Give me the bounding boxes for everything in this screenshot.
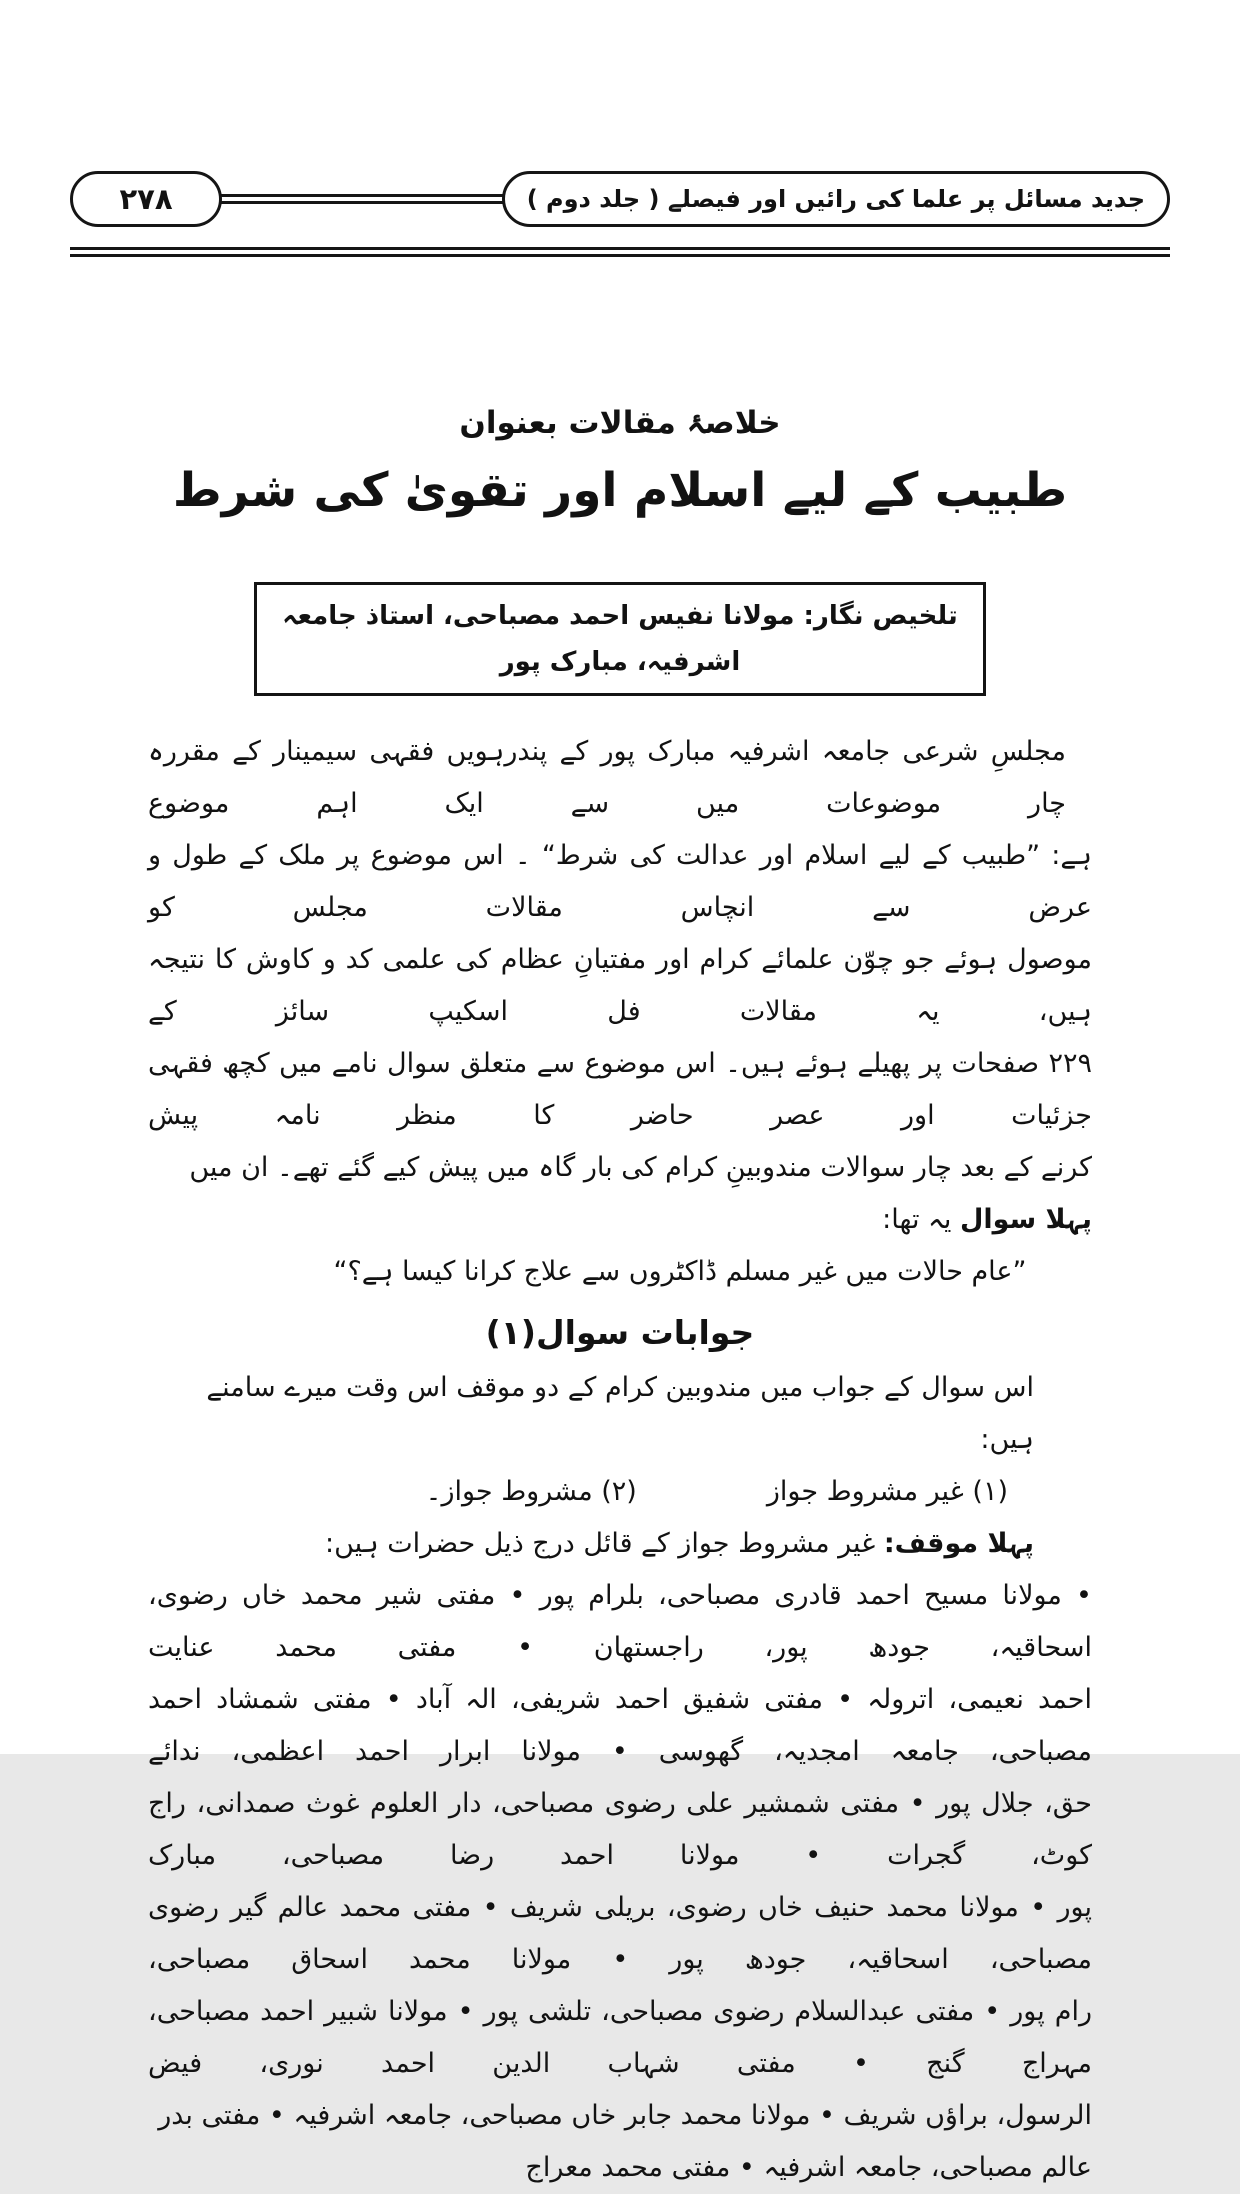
scholars-line-4: پور • مولانا محمد حنیف خاں رضوی، بریلی شریف • مفتی محمد عالم گیر رضوی مصباحی، اسحاقیہ، جودھ پور • مولانا محمد اسحاق مصباحی، [148, 1892, 1092, 1975]
header-double-rule [70, 247, 1170, 257]
intro-line-5 [148, 1142, 1092, 1246]
scholars-line-5: رام پور • مفتی عبدالسلام رضوی مصباحی، تلشی پور • مولانا شبیر احمد مصباحی، مہراج گنج • مفتی شہاب الدین احمد نوری، فیض [148, 1996, 1092, 2079]
answers-heading: جوابات سوال(۱) [485, 1313, 755, 1352]
first-question-emphasis: پہلا سوال [959, 1204, 1092, 1235]
page-number: ۲۷۸ [119, 182, 173, 216]
option-2: (۲) مشروط جواز۔ [425, 1476, 637, 1507]
answers-lead: اس سوال کے جواب میں مندوبین کرام کے دو موقف اس وقت میرے سامنے ہیں: [206, 1372, 1034, 1455]
quoted-question: ”عام حالات میں غیر مسلم ڈاکٹروں سے علاج کرانا کیسا ہے؟“ [333, 1256, 1027, 1287]
page-number-badge [70, 171, 222, 227]
first-position-text: غیر مشروط جواز کے قائل درج ذیل حضرات ہیں: [325, 1528, 884, 1559]
scholars-line-6: الرسول، براؤں شریف • مولانا محمد جابر خاں مصباحی، جامعہ اشرفیہ • مفتی بدر عالم مصباحی، جامعہ اشرفیہ • مفتی محمد معراج [158, 2100, 1092, 2183]
option-1: (۱) غیر مشروط جواز [766, 1476, 1008, 1507]
page-content [148, 400, 1092, 2194]
byline-box [254, 582, 986, 696]
chapter-title: طبیب کے لیے اسلام اور تقویٰ کی شرط [172, 463, 1068, 518]
intro-line-3: موصول ہوئے جو چوّن علمائے کرام اور مفتیانِ عظام کی علمی کد و کاوش کا نتیجہ ہیں، یہ مقالات فل اسکیپ سائز کے [148, 944, 1092, 1027]
header-rule-connector [218, 194, 506, 204]
chapter-kicker: خلاصۂ مقالات بعنوان [459, 405, 781, 441]
book-title: جدید مسائل پر علما کی رائیں اور فیصلے ( جلد دوم ) [526, 185, 1145, 213]
scholars-list [148, 1570, 1092, 2194]
intro-line-5-prefix: کرنے کے بعد چار سوالات مندوبینِ کرام کی بار گاہ میں پیش کیے گئے تھے۔ ان میں [189, 1152, 1092, 1183]
intro-line-5-suffix: یہ تھا: [882, 1204, 960, 1235]
scholars-line-1: • مولانا مسیح احمد قادری مصباحی، بلرام پور • مفتی شیر محمد خاں رضوی، اسحاقیہ، جودھ پور، راجستھان • مفتی محمد عنایت [148, 1580, 1092, 1663]
intro-line-1: مجلسِ شرعی جامعہ اشرفیہ مبارک پور کے پندرہویں فقہی سیمینار کے مقررہ چار موضوعات میں سے ایک اہم موضوع [148, 736, 1066, 819]
stance-options [148, 1466, 1092, 1518]
first-position-label: پہلا موقف: [883, 1528, 1034, 1559]
intro-line-2: ہے: ”طبیب کے لیے اسلام اور عدالت کی شرط“ ۔ اس موضوع پر ملک کے طول و عرض سے انچاس مقالات مجلس کو [148, 840, 1092, 923]
byline-text: تلخیص نگار: مولانا نفیس احمد مصباحی، استاذ جامعہ اشرفیہ، مبارک پور [282, 601, 958, 677]
scholars-line-3: حق، جلال پور • مفتی شمشیر علی رضوی مصباحی، دار العلوم غوث صمدانی، راج کوٹ، گجرات • مولانا احمد رضا مصباحی، مبارک [148, 1788, 1092, 1871]
scholars-line-2: احمد نعیمی، اترولہ • مفتی شفیق احمد شریفی، الہ آباد • مفتی شمشاد احمد مصباحی، جامعہ امجدیہ، گھوسی • مولانا ابرار احمد اعظمی، ندائے [148, 1684, 1092, 1767]
intro-paragraph [148, 726, 1092, 1298]
first-position-line [148, 1518, 1092, 1570]
book-title-badge [502, 171, 1170, 227]
intro-line-4: ۲۲۹ صفحات پر پھیلے ہوئے ہیں۔ اس موضوع سے متعلق سوال نامے میں کچھ فقہی جزئیات اور عصر حاضر کا منظر نامہ پیش [148, 1048, 1092, 1131]
running-head [70, 170, 1170, 228]
